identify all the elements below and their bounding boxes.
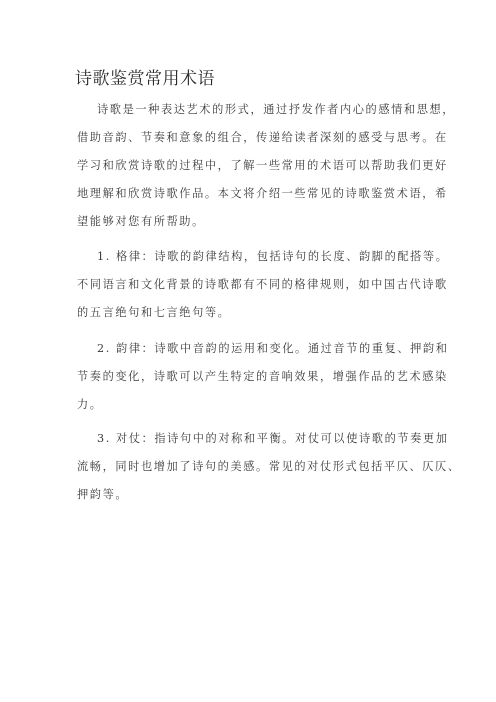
text-line: 力。 bbox=[77, 398, 103, 411]
text-line: 诗歌是一种表达艺术的形式，通过抒发作者内心的感情和思想， bbox=[97, 103, 456, 116]
text-line: 3. 对仗：指诗句中的对称和平衡。对仗可以使诗歌的节奏更加 bbox=[97, 432, 449, 445]
text-line: 节奏的变化，诗歌可以产生特定的音响效果，增强作品的艺术感染 bbox=[77, 370, 448, 383]
text-line: 的五言绝句和七言绝句等。 bbox=[77, 306, 231, 319]
text-line: 望能够对您有所帮助。 bbox=[77, 215, 205, 228]
text-line: 借助音韵、节奏和意象的组合，传递给读者深刻的感受与思考。在 bbox=[77, 131, 448, 144]
text-line: 学习和欣赏诗歌的过程中，了解一些常用的术语可以帮助我们更好 bbox=[77, 159, 448, 172]
text-line: 1. 格律：诗歌的韵律结构，包括诗句的长度、韵脚的配搭等。 bbox=[97, 250, 449, 263]
text-line: 不同语言和文化背景的诗歌都有不同的格律规则，如中国古代诗歌 bbox=[77, 278, 448, 291]
text-line: 2. 韵律：诗歌中音韵的运用和变化。通过音节的重复、押韵和 bbox=[97, 342, 449, 355]
text-line: 流畅，同时也增加了诗句的美感。常见的对仗形式包括平仄、仄仄、 bbox=[77, 460, 461, 473]
document-title: 诗歌鉴赏常用术语 bbox=[75, 69, 215, 89]
text-line: 地理解和欣赏诗歌作品。本文将介绍一些常见的诗歌鉴赏术语，希 bbox=[77, 187, 448, 200]
text-line: 押韵等。 bbox=[77, 488, 129, 501]
